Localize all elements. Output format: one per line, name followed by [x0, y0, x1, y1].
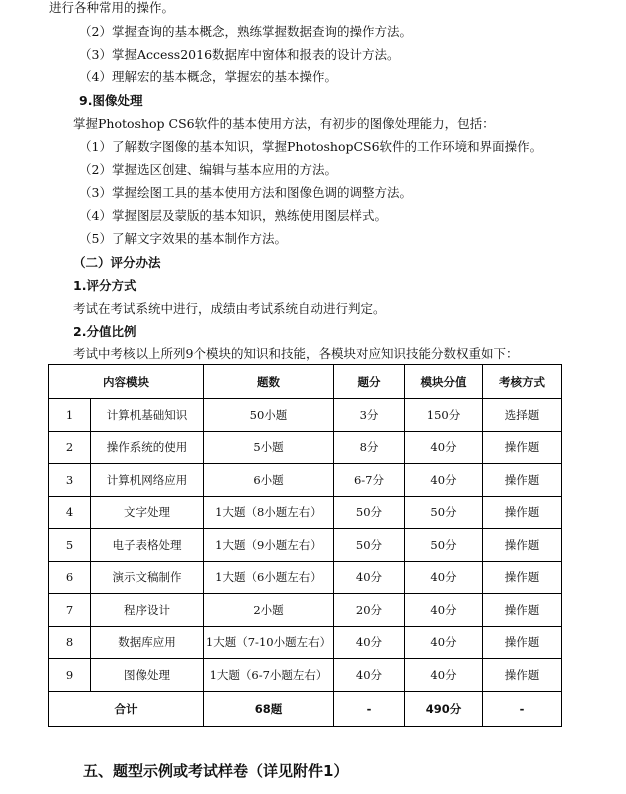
section-9-item-1: （1）了解数字图像的基本知识，掌握PhotoshopCS6软件的工作环境和界面操作。: [79, 139, 543, 154]
row-number: 9: [49, 659, 91, 692]
table-row: [49, 561, 562, 594]
row-number: 3: [49, 464, 91, 497]
question-score: 8分: [334, 431, 405, 464]
scoring-method-text: 考试在考试系统中进行，成绩由考试系统自动进行判定。: [73, 301, 386, 316]
row-number: 1: [49, 399, 91, 432]
question-count: 1大题（7-10小题左右）: [204, 626, 334, 659]
module-name: 计算机基础知识: [91, 399, 204, 432]
module-score: 50分: [405, 496, 483, 529]
row-number: 2: [49, 431, 91, 464]
table-row: [49, 496, 562, 529]
row-number: 5: [49, 529, 91, 562]
section-9-heading: 9.图像处理: [79, 93, 143, 108]
row-number: 8: [49, 626, 91, 659]
db-item-3: （3）掌握Access2016数据库中窗体和报表的设计方法。: [79, 47, 400, 62]
question-score: 6-7分: [334, 464, 405, 497]
total-label: 合计: [49, 691, 204, 726]
table-row: [49, 659, 562, 692]
table-header-row: [49, 365, 562, 399]
row-number: 4: [49, 496, 91, 529]
table-row: [49, 594, 562, 627]
module-score: 150分: [405, 399, 483, 432]
section-9-item-5: （5）了解文字效果的基本制作方法。: [79, 231, 287, 246]
exam-method: 操作题: [483, 496, 562, 529]
total-question-score: -: [334, 691, 405, 726]
header-exam-method: 考核方式: [483, 365, 562, 399]
header-question-count: 题数: [204, 365, 334, 399]
exam-method: 操作题: [483, 529, 562, 562]
exam-method: 操作题: [483, 659, 562, 692]
module-score: 40分: [405, 561, 483, 594]
intro-tail-text: 进行各种常用的操作。: [49, 0, 175, 15]
question-score: 3分: [334, 399, 405, 432]
module-name: 演示文稿制作: [91, 561, 204, 594]
question-score: 40分: [334, 561, 405, 594]
header-question-score: 题分: [334, 365, 405, 399]
module-name: 计算机网络应用: [91, 464, 204, 497]
exam-method: 操作题: [483, 464, 562, 497]
section-5-heading: 五、题型示例或考试样卷（详见附件1）: [83, 762, 349, 780]
section-9-item-3: （3）掌握绘图工具的基本使用方法和图像色调的调整方法。: [79, 185, 412, 200]
question-count: 1大题（6小题左右）: [204, 561, 334, 594]
question-count: 1大题（9小题左右）: [204, 529, 334, 562]
exam-method: 操作题: [483, 561, 562, 594]
module-score: 40分: [405, 626, 483, 659]
exam-method: 操作题: [483, 626, 562, 659]
question-score: 40分: [334, 626, 405, 659]
question-score: 20分: [334, 594, 405, 627]
scoring-ratio-text: 考试中考核以上所列9个模块的知识和技能，各模块对应知识技能分数权重如下：: [73, 346, 519, 361]
scoring-method-heading: 1.评分方式: [73, 278, 137, 293]
row-number: 6: [49, 561, 91, 594]
total-exam-method: -: [483, 691, 562, 726]
table-row: [49, 626, 562, 659]
module-score: 40分: [405, 464, 483, 497]
module-name: 操作系统的使用: [91, 431, 204, 464]
question-count: 1大题（6-7小题左右）: [204, 659, 334, 692]
table-row: [49, 464, 562, 497]
total-module-score: 490分: [405, 691, 483, 726]
header-content-module: 内容模块: [49, 365, 204, 399]
total-question-count: 68题: [204, 691, 334, 726]
scoring-ratio-heading: 2.分值比例: [73, 324, 137, 339]
question-count: 5小题: [204, 431, 334, 464]
question-score: 40分: [334, 659, 405, 692]
module-name: 数据库应用: [91, 626, 204, 659]
score-weight-table: [48, 364, 562, 727]
db-item-2: （2）掌握查询的基本概念，熟练掌握数据查询的操作方法。: [79, 24, 412, 39]
module-score: 40分: [405, 594, 483, 627]
row-number: 7: [49, 594, 91, 627]
question-count: 1大题（8小题左右）: [204, 496, 334, 529]
table-row: [49, 529, 562, 562]
section-9-item-4: （4）掌握图层及蒙版的基本知识，熟练使用图层样式。: [79, 208, 387, 223]
exam-method: 操作题: [483, 594, 562, 627]
header-module-score: 模块分值: [405, 365, 483, 399]
module-score: 40分: [405, 659, 483, 692]
question-count: 6小题: [204, 464, 334, 497]
question-score: 50分: [334, 529, 405, 562]
module-score: 40分: [405, 431, 483, 464]
question-score: 50分: [334, 496, 405, 529]
table-row: [49, 431, 562, 464]
scoring-heading: （二）评分办法: [73, 255, 161, 270]
module-name: 文字处理: [91, 496, 204, 529]
question-count: 50小题: [204, 399, 334, 432]
module-name: 程序设计: [91, 594, 204, 627]
exam-method: 选择题: [483, 399, 562, 432]
table-row: [49, 399, 562, 432]
db-item-4: （4）理解宏的基本概念，掌握宏的基本操作。: [79, 69, 337, 84]
module-name: 图像处理: [91, 659, 204, 692]
table-total-row: [49, 691, 562, 726]
section-9-intro: 掌握Photoshop CS6软件的基本使用方法，有初步的图像处理能力，包括：: [73, 116, 495, 131]
module-name: 电子表格处理: [91, 529, 204, 562]
exam-method: 操作题: [483, 431, 562, 464]
section-9-item-2: （2）掌握选区创建、编辑与基本应用的方法。: [79, 162, 337, 177]
question-count: 2小题: [204, 594, 334, 627]
module-score: 50分: [405, 529, 483, 562]
